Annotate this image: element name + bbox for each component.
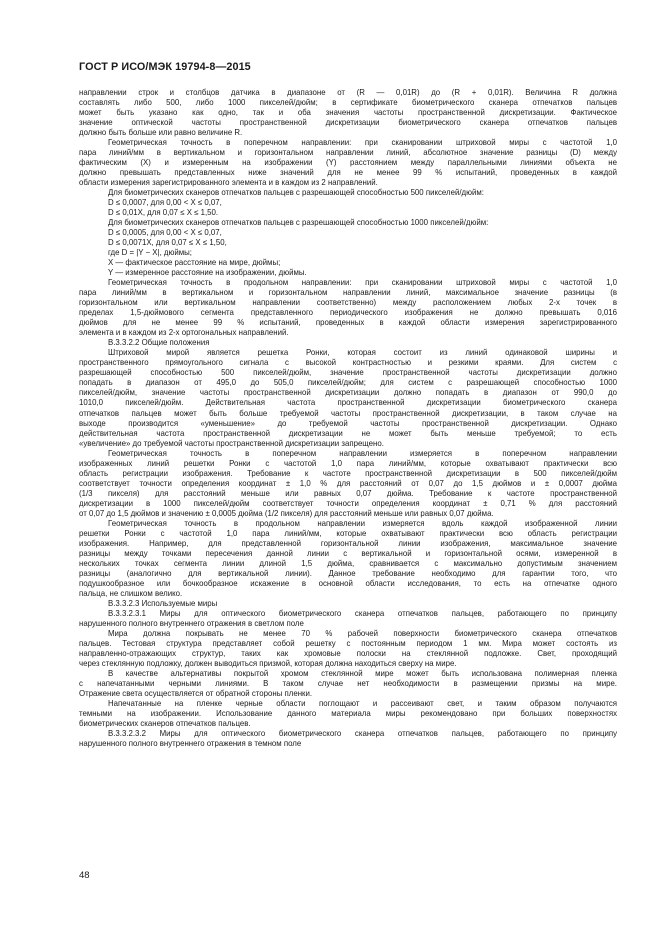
text-line: пальцев. Тестовая структура представляет собой решетку с постоянным периодом 1 мм. Мира может состоять из <box>79 638 617 648</box>
text-line: подушкообразное или бочкообразное искажение в основной области исследования, то есть на отпечатке одного <box>79 578 617 588</box>
text-line: D ≤ 0,0007, для 0,00 < X ≤ 0,07, <box>108 198 222 208</box>
text-line: значение оптической частоты пространственной дискретизации биометрического сканера отпечатков пальцев <box>79 118 617 128</box>
text-line: соответствует точности определения координат ± 1,0 % для расстояний от 0,07 до 1,5 дюймов и ± 0,0007 дюйма <box>79 478 617 488</box>
text-line: может быть указано как одно, так и оба значения частоты пространственной дискретизации. Фактическое <box>79 108 617 118</box>
text-line: B.3.3.2.2 Общие положения <box>108 338 210 348</box>
text-line: выходе производится «уменьшение» до требуемой частоты пространственной дискретизации. Однако <box>79 418 617 428</box>
text-line: область регистрации изображения. Требование к частоте пространственной дискретизации в 500 пикселей/дюйм <box>79 468 617 478</box>
text-line: попадать в диапазон от 495,0 до 505,0 пикселей/дюйм; для систем с разрешающей способностью 1000 <box>79 378 617 388</box>
text-line: изображенных линий решетки Ронки с частотой 1,0 пара линий/мм, которые охватывают практически всю <box>79 458 617 468</box>
text-line: пара линий/мм в вертикальном и горизонтальном направлении линий, максимальное значение разницы (в <box>79 288 617 298</box>
text-line: разницы между точками пересечения данной линии с вертикальной и горизонтальной осями, измеренной в <box>79 548 617 558</box>
text-line: B.3.3.2.3.1 Миры для оптического биометрического сканера отпечатков пальцев, работающего по принципу <box>108 608 617 618</box>
text-line: действительная частота пространственной дискретизации не может быть меньше требуемой; то есть <box>79 428 617 438</box>
text-line: решетки Ронки с частотой 1,0 пара линий/мм, которые охватывают практически всю область регистрации <box>79 528 617 538</box>
text-line: Мира должна покрывать не менее 70 % рабочей поверхности биометрического сканера отпечатков <box>108 628 617 638</box>
text-line: (1/3 пикселя) для расстояний меньше или равных 0,07 дюйма. Требование к частоте пространственной <box>79 488 617 498</box>
text-line: составлять либо 500, либо 1000 пикселей/дюйм; в сертификате биометрического сканера отпечатков пальцев <box>79 98 617 108</box>
text-line: горизонтальном или вертикальном направлении соответственно) между расположением любых 2-х точек в <box>79 298 617 308</box>
text-line: должно превышать представленных ниже значений для не менее 99 % испытаний, проведенных в каждой <box>79 168 617 178</box>
text-line: Геометрическая точность в поперечном направлении измеряется в поперечном направлении <box>108 448 617 458</box>
document-body <box>79 88 617 749</box>
text-line: разницы (аналогично для вертикальной линии). Данное требование необходимо для гарантии того, что <box>79 568 617 578</box>
text-line: B.3.3.2.3 Используемые миры <box>108 598 218 608</box>
text-line: D ≤ 0,0005, для 0,00 < X ≤ 0,07, <box>108 228 222 238</box>
text-line: пространственного прямоугольного сигнала с высокой контрастностью и резкими краями. Для систем с <box>79 358 617 368</box>
text-line: с напечатанными черными линиями. В таком случае нет необходимости в размещении призмы на мире. <box>79 678 617 688</box>
text-line: X — фактическое расстояние на мире, дюймы; <box>108 258 281 268</box>
text-line: должно быть больше или равно величине R. <box>79 128 243 138</box>
text-line: Отражение света осуществляется от обратной стороны пленки. <box>79 688 313 698</box>
text-line: дюймов для не менее 99 % испытаний, проведенных в каждой области измерения зарегистрированного <box>79 318 617 328</box>
text-line: нарушенного полного внутреннего отражения в светлом поле <box>79 618 304 628</box>
text-line: пара линий/мм в вертикальном и горизонтальном направлении линий, абсолютное значение разницы (D) между <box>79 148 617 158</box>
text-line: элемента и в каждом из 2-х ортогональных направлений. <box>79 328 289 338</box>
text-line: направленно-отражающих структур, таких как хромовые полоски на стеклянной подложке. Свет, проходящий <box>79 648 617 658</box>
text-line: Y — измеренное расстояние на изображении, дюймы. <box>108 268 307 278</box>
text-line: где D = |Y − X|, дюймы; <box>108 248 192 258</box>
text-line: Для биометрических сканеров отпечатков пальцев с разрешающей способностью 1000 пикселей/дюйм: <box>108 218 489 228</box>
text-line: направлении строк и столбцов датчика в диапазоне от (R — 0,01R) до (R + 0,01R). Величина R должна <box>79 88 617 97</box>
text-line: разрешающей способностью 500 пикселей/дюйм, значение пространственной частоты дискретизации должно <box>79 368 617 378</box>
text-line: пределах 1,5-дюймового сегмента представленного периодического изображения не должно превышать 0,016 <box>79 308 617 318</box>
text-line: от 0,07 до 1,5 дюймов и значению ± 0,0005 дюйма (1/2 пикселя) для расстояний меньше или равных 0,07 дюйма. <box>79 508 494 518</box>
text-line: изображения. Например, для представленной горизонтальной линии изображения, максимальное значение <box>79 538 617 548</box>
text-line: Геометрическая точность в поперечном направлении: при сканировании штриховой миры с частотой 1,0 <box>108 138 617 148</box>
text-line: отпечатков пальцев может быть больше требуемой частоты пространственной дискретизации, в таком случае на <box>79 408 617 418</box>
text-line: нескольких точках сегмента линии длиной 1,5 дюйма, сравнивается с максимально допустимым значением <box>79 558 617 568</box>
page-number: 48 <box>79 870 90 881</box>
text-line: В качестве альтернативы покрытой хромом стеклянной мире может быть использована полимерная пленка <box>108 668 617 678</box>
text-line: пикселей/дюйм, значение частоты пространственной дискретизации должно попадать в диапазон от 990,0 до <box>79 388 617 398</box>
text-line: D ≤ 0,0071X, для 0,07 ≤ X ≤ 1,50, <box>108 238 227 248</box>
text-line: биометрических сканеров отпечатков пальцев. <box>79 718 251 728</box>
text-line: Геометрическая точность в продольном направлении измеряется вдоль каждой изображенной линии <box>108 518 617 528</box>
text-line: B.3.3.2.3.2 Миры для оптического биометрического сканера отпечатков пальцев, работающего по принципу <box>108 729 617 738</box>
text-line: 1010,0 пикселей/дюйм. Действительная частота пространственной дискретизации биометрического сканера <box>79 398 617 408</box>
text-line: фактическим (X) и измеренным на изображении (Y) расстоянием между параллельными линиями объекта не <box>79 158 617 168</box>
text-line: дискретизации в 1000 пикселей/дюйм соответствует точности определения координат ± 0,71 % для расстояний <box>79 498 617 508</box>
text-line: нарушенного полного внутреннего отражения в темном поле <box>79 739 302 749</box>
document-header: ГОСТ Р ИСО/МЭК 19794-8—2015 <box>79 61 251 73</box>
text-line: пальца, не слишком велико. <box>79 588 183 598</box>
text-line: Геометрическая точность в продольном направлении: при сканировании штриховой миры с частотой 1,0 <box>108 278 617 288</box>
text-line: Для биометрических сканеров отпечатков пальцев с разрешающей способностью 500 пикселей/дюйм: <box>108 188 484 198</box>
text-line: области измерения зарегистрированного элемента и в каждом из 2 направлений. <box>79 178 378 188</box>
text-line: D ≤ 0,01X, для 0,07 ≤ X ≤ 1,50. <box>108 208 219 218</box>
text-line: Штриховой мирой является решетка Ронки, которая состоит из линий одинаковой ширины и <box>108 348 617 358</box>
text-line: Напечатанные на пленке черные области поглощают и рассеивают свет, и таким образом получаются <box>108 698 617 708</box>
text-line: через стеклянную подложку, должен выводиться призмой, которая должна находиться сверху на мире. <box>79 658 457 668</box>
text-line: темными на изображении. Использование данного материала миры рекомендовано при больших поверхностях <box>79 708 617 718</box>
text-line: «увеличение» до требуемой частоты пространственной дискретизации запрещено. <box>79 438 384 448</box>
